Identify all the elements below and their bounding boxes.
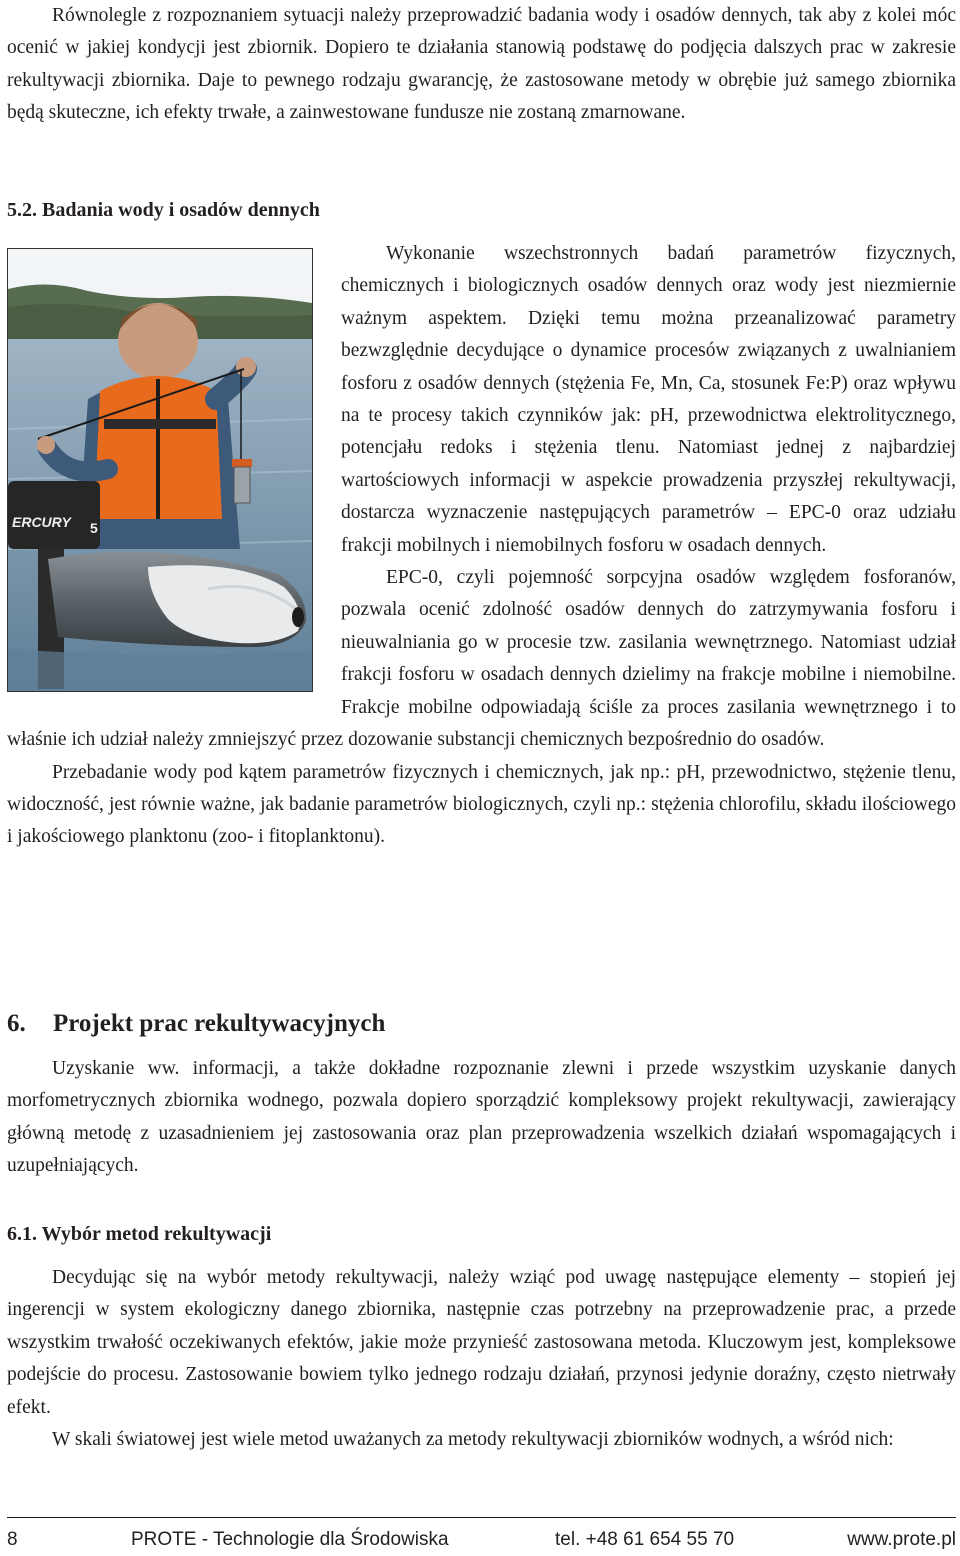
footer-website[interactable]: www.prote.pl xyxy=(847,1529,956,1550)
intro-paragraph: Równolegle z rozpoznaniem sytuacji należy przeprowadzić badania wody i osadów dennych, tak aby z kolei móc ocenić w jakiej kondycji jest zbiornik. Dopiero te działania stanowią podstawę do podjęcia dalszych prac w zakresie rekultywacji zbiornika. Daje to pewnego rodzaju gwarancję, że zastosowane metody w obrębie już samego zbiornika będą skuteczne, ich efekty trwałe, a zainwestowane fundusze nie zostaną zmarnowane. xyxy=(7,5,956,124)
section-6-1-paragraph-2: W skali światowej jest wiele metod uważanych za metody rekultywacji zbiorników wodnych, a wśród nich: xyxy=(52,1429,894,1450)
section-5-2-paragraph-2: EPC-0, czyli pojemność sorpcyjna osadów względem fosforanów, pozwala ocenić zdolność osadów dennych do zatrzymywania fosforu i nieuwalniania go w procesie tzw. zasilania wewnętrznego. Natomiast udział frakcji fosforu w osadach dennych dzielimy na frakcje mobilne i niemobilne. Frakcje mobilne odpowiadają ściśle za proces zasilania wewnętrznego i to właśnie ich udział należy zmniejszyć przez dozowanie substancji chemicznych bezpośrednio do osadów. xyxy=(7,567,956,751)
section-5-2-body xyxy=(7,238,956,854)
photo-illustration xyxy=(8,249,312,691)
footer-page-number: 8 xyxy=(7,1529,18,1550)
boat-sampling-photo xyxy=(7,248,313,692)
section-6-heading xyxy=(7,1008,385,1040)
motor-number-text: 5 xyxy=(90,520,98,536)
section-6-paragraph: Uzyskanie ww. informacji, a także dokładne rozpoznanie zlewni i przede wszystkim uzyskanie danych morfometrycznych zbiornika wodnego, pozwala dopiero sporządzić kompleksowy projekt rekultywacji, zawierający główną metodę z uzasadnieniem jej zastosowania oraz plan przeprowadzenia wszelkich działań wspomagających i uzupełniających. xyxy=(7,1058,956,1177)
motor-brand-text: ERCURY xyxy=(12,514,71,530)
section-6-1-paragraph-1: Decydując się na wybór metody rekultywacji, należy wziąć pod uwagę następujące elementy – stopień jej ingerencji w system ekologiczny danego zbiornika, następnie czas potrzebny na przeprowadzenie prac, a przede wszystkim trwałość oczekiwanych efektów, jakie może przynieść zastosowana metoda. Kluczowym jest, kompleksowe podejście do procesu. Zastosowanie bowiem tylko jednego rodzaju działań, przynosi jedynie doraźny, często nietrwały efekt. xyxy=(7,1267,956,1418)
section-6-1-heading: 6.1. Wybór metod rekultywacji xyxy=(7,1223,272,1245)
section-5-2-heading: 5.2. Badania wody i osadów dennych xyxy=(7,199,320,221)
section-6-title: Projekt prac rekultywacyjnych xyxy=(53,1010,386,1037)
section-6-number: 6. xyxy=(7,1010,26,1037)
footer-divider xyxy=(7,1517,956,1518)
footer-phone: tel. +48 61 654 55 70 xyxy=(555,1529,735,1550)
section-5-2-paragraph-3: Przebadanie wody pod kątem parametrów fizycznych i chemicznych, jak np.: pH, przewodnictwo, stężenie tlenu, widoczność, jest równie ważne, jak badanie parametrów biologicznych, czyli np.: stężenia chlorofilu, składu ilościowego i jakościowego planktonu (zoo- i fitoplanktonu). xyxy=(7,761,956,848)
footer-company: PROTE - Technologie dla Środowiska xyxy=(131,1529,449,1550)
section-5-2-paragraph-1: Wykonanie wszechstronnych badań parametrów fizycznych, chemicznych i biologicznych osadów dennych oraz wody jest niezmiernie ważnym aspektem. Dzięki temu można przeanalizować parametry bezwzględnie decydujące o dynamice procesów związanych z uwalnianiem fosforu z osadów dennych (stężenia Fe, Mn, Ca, stosunek Fe:P) oraz wpływu na te procesy takich czynników jak: pH, przewodnictwa elektrolitycznego, potencjału redoks i stężenia tlenu. Natomiast jednej z najbardziej wartościowych informacji w aspekcie prowadzenia przyszłej rekultywacji, dostarcza wyznaczenie następujących parametrów – EPC-0 oraz udziału frakcji mobilnych i niemobilnych fosforu w osadach dennych. xyxy=(341,243,956,556)
